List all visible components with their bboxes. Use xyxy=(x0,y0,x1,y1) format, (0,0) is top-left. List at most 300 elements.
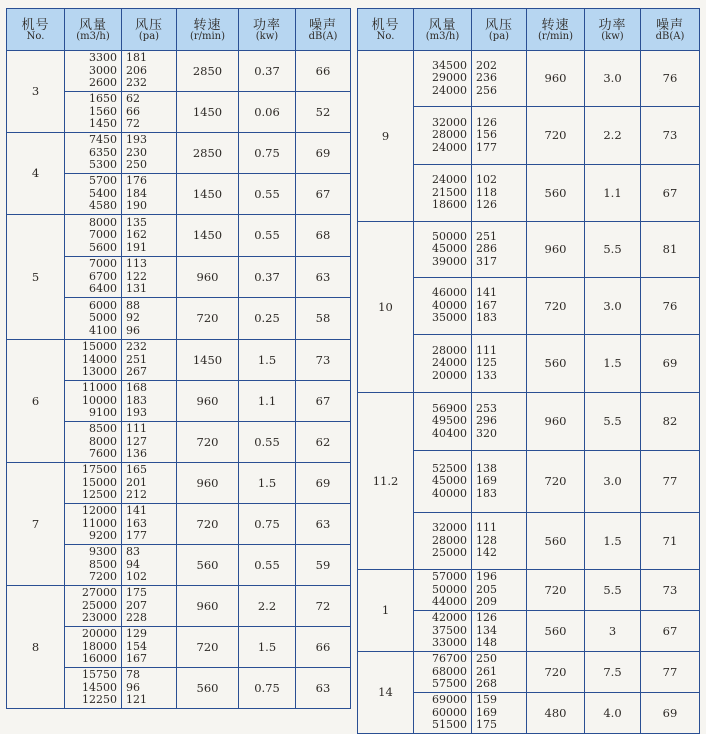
pressure-value: 163 xyxy=(126,516,147,530)
air-volume-cell xyxy=(414,513,472,570)
speed-value: 720 xyxy=(177,627,239,668)
pressure-value: 133 xyxy=(476,368,497,382)
header-label: 风量 xyxy=(428,17,457,33)
pressure-value: 113 xyxy=(126,257,147,271)
pressure-value: 111 xyxy=(126,422,147,436)
header-label: 功率 xyxy=(252,17,281,33)
air-volume-value: 50000 xyxy=(432,582,467,596)
air-volume-value: 14500 xyxy=(82,680,117,694)
pressure-value: 126 xyxy=(476,115,497,129)
header-label: 转速 xyxy=(541,17,570,33)
air-volume-value: 42000 xyxy=(432,611,467,625)
pressure-value: 209 xyxy=(476,595,497,609)
air-volume-value: 9300 xyxy=(89,545,117,559)
air-volume-cell xyxy=(414,51,472,107)
pressure-value: 165 xyxy=(126,463,147,477)
pressure-value: 286 xyxy=(476,242,497,256)
speed-value: 960 xyxy=(527,51,585,107)
air-volume-value: 14000 xyxy=(82,352,117,366)
pressure-value: 196 xyxy=(476,570,497,584)
pressure-value: 168 xyxy=(126,381,147,395)
air-volume-value: 6400 xyxy=(89,282,117,296)
speed-value: 960 xyxy=(527,393,585,451)
noise-value: 68 xyxy=(296,215,351,257)
air-volume-value: 8000 xyxy=(89,434,117,448)
air-volume-cell xyxy=(65,257,122,298)
speed-value: 960 xyxy=(527,222,585,278)
pressure-cell xyxy=(122,174,177,215)
pressure-cell xyxy=(122,215,177,257)
model-number: 5 xyxy=(7,215,65,340)
pressure-cell xyxy=(122,668,177,709)
air-volume-value: 24000 xyxy=(432,140,467,154)
power-value: 0.37 xyxy=(239,257,296,298)
air-volume-value: 18000 xyxy=(82,639,117,653)
air-volume-value: 52500 xyxy=(432,461,467,475)
air-volume-value: 69000 xyxy=(432,693,467,707)
pressure-cell xyxy=(472,222,527,278)
model-number: 1 xyxy=(358,570,414,652)
air-volume-value: 60000 xyxy=(432,705,467,719)
pressure-value: 236 xyxy=(476,71,497,85)
air-volume-value: 37500 xyxy=(432,623,467,637)
air-volume-value: 24000 xyxy=(432,83,467,97)
pressure-value: 212 xyxy=(126,488,147,502)
pressure-value: 92 xyxy=(126,311,140,325)
speed-value: 720 xyxy=(527,278,585,335)
pressure-cell xyxy=(472,51,527,107)
power-value: 1.5 xyxy=(585,335,641,393)
table-row xyxy=(358,51,700,107)
pressure-value: 251 xyxy=(476,229,497,243)
air-volume-value: 34500 xyxy=(432,58,467,72)
pressure-cell xyxy=(122,545,177,586)
noise-value: 63 xyxy=(296,668,351,709)
table-row xyxy=(7,51,351,92)
air-volume-value: 9100 xyxy=(89,406,117,420)
air-volume-value: 56900 xyxy=(432,401,467,415)
pressure-value: 201 xyxy=(126,475,147,489)
header-noise xyxy=(296,9,351,51)
air-volume-cell xyxy=(65,463,122,504)
air-volume-value: 40400 xyxy=(432,426,467,440)
pressure-value: 111 xyxy=(476,343,497,357)
pressure-cell xyxy=(472,335,527,393)
air-volume-value: 28000 xyxy=(432,533,467,547)
air-volume-cell xyxy=(65,174,122,215)
header-label: 机号 xyxy=(21,17,50,33)
pressure-value: 202 xyxy=(476,58,497,72)
pressure-value: 135 xyxy=(126,215,147,229)
power-value: 5.5 xyxy=(585,393,641,451)
pressure-value: 253 xyxy=(476,401,497,415)
pressure-value: 261 xyxy=(476,664,497,678)
noise-value: 76 xyxy=(641,278,700,335)
pressure-cell xyxy=(122,463,177,504)
pressure-cell xyxy=(472,693,527,734)
air-volume-value: 1650 xyxy=(89,92,117,106)
power-value: 1.1 xyxy=(585,165,641,222)
speed-value: 1450 xyxy=(177,174,239,215)
noise-value: 67 xyxy=(296,381,351,422)
model-number: 11.2 xyxy=(358,393,414,570)
air-volume-value: 4100 xyxy=(89,323,117,337)
power-value: 0.75 xyxy=(239,504,296,545)
air-volume-value: 16000 xyxy=(82,652,117,666)
air-volume-value: 8000 xyxy=(89,215,117,229)
air-volume-cell xyxy=(414,451,472,513)
noise-value: 69 xyxy=(641,693,700,734)
pressure-cell xyxy=(122,504,177,545)
air-volume-cell xyxy=(65,51,122,92)
table-row xyxy=(7,340,351,381)
air-volume-value: 33000 xyxy=(432,636,467,650)
air-volume-value: 8500 xyxy=(89,557,117,571)
pressure-value: 193 xyxy=(126,133,147,147)
noise-value: 63 xyxy=(296,257,351,298)
air-volume-cell xyxy=(414,611,472,652)
pressure-value: 141 xyxy=(126,504,147,518)
power-value: 5.5 xyxy=(585,222,641,278)
pressure-value: 207 xyxy=(126,598,147,612)
air-volume-cell xyxy=(414,335,472,393)
air-volume-value: 7000 xyxy=(89,228,117,242)
pressure-value: 131 xyxy=(126,282,147,296)
header-label: 功率 xyxy=(598,17,627,33)
speed-value: 560 xyxy=(177,668,239,709)
air-volume-value: 45000 xyxy=(432,242,467,256)
pressure-value: 88 xyxy=(126,298,140,312)
noise-value: 69 xyxy=(296,133,351,174)
air-volume-value: 27000 xyxy=(82,586,117,600)
header-label: 风量 xyxy=(78,17,107,33)
speed-value: 960 xyxy=(177,257,239,298)
air-volume-value: 20000 xyxy=(82,627,117,641)
header-row xyxy=(358,9,700,51)
header-label: 噪声 xyxy=(655,17,684,33)
air-volume-cell xyxy=(414,278,472,335)
air-volume-value: 15750 xyxy=(82,668,117,682)
pressure-cell xyxy=(122,133,177,174)
pressure-value: 102 xyxy=(126,570,147,584)
pressure-value: 296 xyxy=(476,414,497,428)
pressure-value: 205 xyxy=(476,582,497,596)
header-speed xyxy=(527,9,585,51)
noise-value: 69 xyxy=(296,463,351,504)
power-value: 1.5 xyxy=(239,340,296,381)
pressure-value: 126 xyxy=(476,611,497,625)
pressure-value: 122 xyxy=(126,269,147,283)
header-unit: dB(A) xyxy=(308,30,338,42)
pressure-value: 66 xyxy=(126,104,140,118)
power-value: 2.2 xyxy=(239,586,296,627)
table-row xyxy=(358,393,700,451)
pressure-value: 232 xyxy=(126,340,147,354)
table-row xyxy=(358,570,700,611)
pressure-cell xyxy=(122,51,177,92)
header-unit: (m3/h) xyxy=(76,30,110,42)
pressure-value: 72 xyxy=(126,117,140,131)
speed-value: 720 xyxy=(177,298,239,340)
pressure-value: 175 xyxy=(476,718,497,732)
model-number: 10 xyxy=(358,222,414,393)
table-row xyxy=(358,652,700,693)
air-volume-value: 5700 xyxy=(89,174,117,188)
air-volume-value: 7600 xyxy=(89,447,117,461)
air-volume-value: 57000 xyxy=(432,570,467,584)
header-unit: (pa) xyxy=(138,30,160,42)
noise-value: 77 xyxy=(641,451,700,513)
pressure-cell xyxy=(122,381,177,422)
power-value: 1.5 xyxy=(239,627,296,668)
speed-value: 960 xyxy=(177,381,239,422)
pressure-value: 126 xyxy=(476,198,497,212)
pressure-value: 96 xyxy=(126,323,140,337)
air-volume-value: 49500 xyxy=(432,414,467,428)
air-volume-value: 45000 xyxy=(432,474,467,488)
pressure-value: 175 xyxy=(126,586,147,600)
air-volume-value: 51500 xyxy=(432,718,467,732)
air-volume-value: 8500 xyxy=(89,422,117,436)
pressure-cell xyxy=(472,165,527,222)
pressure-value: 181 xyxy=(126,51,147,65)
speed-value: 1450 xyxy=(177,340,239,381)
air-volume-value: 6000 xyxy=(89,298,117,312)
air-volume-value: 4580 xyxy=(89,199,117,213)
noise-value: 82 xyxy=(641,393,700,451)
air-volume-value: 23000 xyxy=(82,611,117,625)
header-power xyxy=(585,9,641,51)
header-model xyxy=(7,9,65,51)
air-volume-cell xyxy=(65,92,122,133)
speed-value: 560 xyxy=(527,513,585,570)
air-volume-value: 9200 xyxy=(89,529,117,543)
speed-value: 720 xyxy=(527,570,585,611)
header-volume xyxy=(414,9,472,51)
model-number: 8 xyxy=(7,586,65,709)
pressure-cell xyxy=(472,513,527,570)
pressure-cell xyxy=(472,570,527,611)
pressure-value: 142 xyxy=(476,546,497,560)
power-value: 0.06 xyxy=(239,92,296,133)
pressure-value: 128 xyxy=(476,533,497,547)
air-volume-value: 20000 xyxy=(432,368,467,382)
air-volume-value: 3300 xyxy=(89,51,117,65)
air-volume-value: 1450 xyxy=(89,117,117,131)
header-row xyxy=(7,9,351,51)
header-label: 风压 xyxy=(134,17,163,33)
speed-value: 720 xyxy=(527,451,585,513)
pressure-value: 256 xyxy=(476,83,497,97)
pressure-value: 121 xyxy=(126,693,147,707)
pressure-value: 191 xyxy=(126,240,147,254)
pressure-value: 129 xyxy=(126,627,147,641)
air-volume-cell xyxy=(65,215,122,257)
pressure-value: 96 xyxy=(126,680,140,694)
pressure-value: 136 xyxy=(126,447,147,461)
pressure-value: 228 xyxy=(126,611,147,625)
noise-value: 73 xyxy=(641,570,700,611)
speed-value: 1450 xyxy=(177,215,239,257)
air-volume-value: 68000 xyxy=(432,664,467,678)
air-volume-cell xyxy=(65,422,122,463)
noise-value: 59 xyxy=(296,545,351,586)
power-value: 0.55 xyxy=(239,174,296,215)
pressure-value: 177 xyxy=(126,529,147,543)
pressure-value: 111 xyxy=(476,521,497,535)
pressure-value: 251 xyxy=(126,352,147,366)
air-volume-cell xyxy=(65,627,122,668)
air-volume-value: 24000 xyxy=(432,356,467,370)
air-volume-value: 11000 xyxy=(82,516,117,530)
air-volume-value: 5600 xyxy=(89,240,117,254)
noise-value: 63 xyxy=(296,504,351,545)
noise-value: 81 xyxy=(641,222,700,278)
air-volume-value: 40000 xyxy=(432,298,467,312)
air-volume-value: 5000 xyxy=(89,311,117,325)
noise-value: 66 xyxy=(296,51,351,92)
noise-value: 67 xyxy=(641,611,700,652)
air-volume-value: 5400 xyxy=(89,186,117,200)
power-value: 2.2 xyxy=(585,107,641,165)
air-volume-value: 6700 xyxy=(89,269,117,283)
air-volume-value: 6350 xyxy=(89,145,117,159)
pressure-value: 148 xyxy=(476,636,497,650)
air-volume-value: 76700 xyxy=(432,652,467,666)
pressure-value: 320 xyxy=(476,426,497,440)
speed-value: 1450 xyxy=(177,92,239,133)
speed-value: 720 xyxy=(177,504,239,545)
noise-value: 73 xyxy=(296,340,351,381)
left-table xyxy=(6,8,351,709)
pressure-value: 317 xyxy=(476,254,497,268)
header-unit: (kw) xyxy=(601,30,624,42)
header-power xyxy=(239,9,296,51)
pressure-cell xyxy=(472,652,527,693)
air-volume-cell xyxy=(65,586,122,627)
air-volume-cell xyxy=(414,107,472,165)
power-value: 0.55 xyxy=(239,545,296,586)
air-volume-value: 29000 xyxy=(432,71,467,85)
header-unit: (m3/h) xyxy=(425,30,460,42)
power-value: 0.55 xyxy=(239,215,296,257)
air-volume-cell xyxy=(65,298,122,340)
pressure-value: 102 xyxy=(476,173,497,187)
air-volume-value: 46000 xyxy=(432,286,467,300)
pressure-value: 127 xyxy=(126,434,147,448)
pressure-value: 250 xyxy=(126,158,147,172)
pressure-value: 162 xyxy=(126,228,147,242)
air-volume-value: 12000 xyxy=(82,504,117,518)
air-volume-value: 13000 xyxy=(82,365,117,379)
air-volume-value: 32000 xyxy=(432,521,467,535)
power-value: 0.75 xyxy=(239,668,296,709)
air-volume-cell xyxy=(65,504,122,545)
pressure-cell xyxy=(122,257,177,298)
pressure-cell xyxy=(122,92,177,133)
air-volume-value: 50000 xyxy=(432,229,467,243)
pressure-value: 118 xyxy=(476,185,497,199)
power-value: 0.55 xyxy=(239,422,296,463)
air-volume-value: 10000 xyxy=(82,393,117,407)
pressure-value: 138 xyxy=(476,461,497,475)
pressure-value: 183 xyxy=(126,393,147,407)
air-volume-value: 15000 xyxy=(82,475,117,489)
header-unit: (r/min) xyxy=(537,30,574,42)
air-volume-value: 24000 xyxy=(432,173,467,187)
power-value: 3.0 xyxy=(585,51,641,107)
pressure-value: 169 xyxy=(476,705,497,719)
speed-value: 960 xyxy=(177,586,239,627)
speed-value: 720 xyxy=(527,652,585,693)
power-value: 3 xyxy=(585,611,641,652)
air-volume-cell xyxy=(65,545,122,586)
model-number: 14 xyxy=(358,652,414,734)
model-number: 4 xyxy=(7,133,65,215)
speed-value: 2850 xyxy=(177,51,239,92)
air-volume-cell xyxy=(414,693,472,734)
air-volume-value: 7000 xyxy=(89,257,117,271)
table-row xyxy=(7,463,351,504)
noise-value: 72 xyxy=(296,586,351,627)
power-value: 1.5 xyxy=(585,513,641,570)
speed-value: 560 xyxy=(527,335,585,393)
header-unit: dB(A) xyxy=(655,30,685,42)
header-unit: (pa) xyxy=(488,30,510,42)
air-volume-value: 21500 xyxy=(432,185,467,199)
speed-value: 560 xyxy=(177,545,239,586)
header-unit: (r/min) xyxy=(189,30,226,42)
air-volume-value: 11000 xyxy=(82,381,117,395)
pressure-value: 183 xyxy=(476,311,497,325)
power-value: 5.5 xyxy=(585,570,641,611)
air-volume-value: 44000 xyxy=(432,595,467,609)
power-value: 3.0 xyxy=(585,278,641,335)
noise-value: 69 xyxy=(641,335,700,393)
model-number: 9 xyxy=(358,51,414,222)
pressure-value: 183 xyxy=(476,486,497,500)
power-value: 4.0 xyxy=(585,693,641,734)
table-row xyxy=(7,215,351,257)
speed-value: 2850 xyxy=(177,133,239,174)
power-value: 0.25 xyxy=(239,298,296,340)
speed-value: 560 xyxy=(527,165,585,222)
pressure-value: 83 xyxy=(126,545,140,559)
noise-value: 67 xyxy=(296,174,351,215)
pressure-value: 169 xyxy=(476,474,497,488)
pressure-cell xyxy=(122,422,177,463)
pressure-value: 134 xyxy=(476,623,497,637)
air-volume-cell xyxy=(65,381,122,422)
air-volume-value: 28000 xyxy=(432,128,467,142)
pressure-cell xyxy=(122,340,177,381)
air-volume-cell xyxy=(414,652,472,693)
pressure-cell xyxy=(472,107,527,165)
air-volume-cell xyxy=(414,393,472,451)
model-number: 3 xyxy=(7,51,65,133)
pressure-value: 62 xyxy=(126,92,140,106)
pressure-value: 167 xyxy=(126,652,147,666)
pressure-value: 232 xyxy=(126,76,147,90)
model-number: 7 xyxy=(7,463,65,586)
air-volume-value: 7450 xyxy=(89,133,117,147)
table-row xyxy=(358,222,700,278)
air-volume-value: 40000 xyxy=(432,486,467,500)
pressure-cell xyxy=(472,278,527,335)
fan-spec-sheet xyxy=(6,8,700,732)
air-volume-value: 15000 xyxy=(82,340,117,354)
speed-value: 720 xyxy=(177,422,239,463)
